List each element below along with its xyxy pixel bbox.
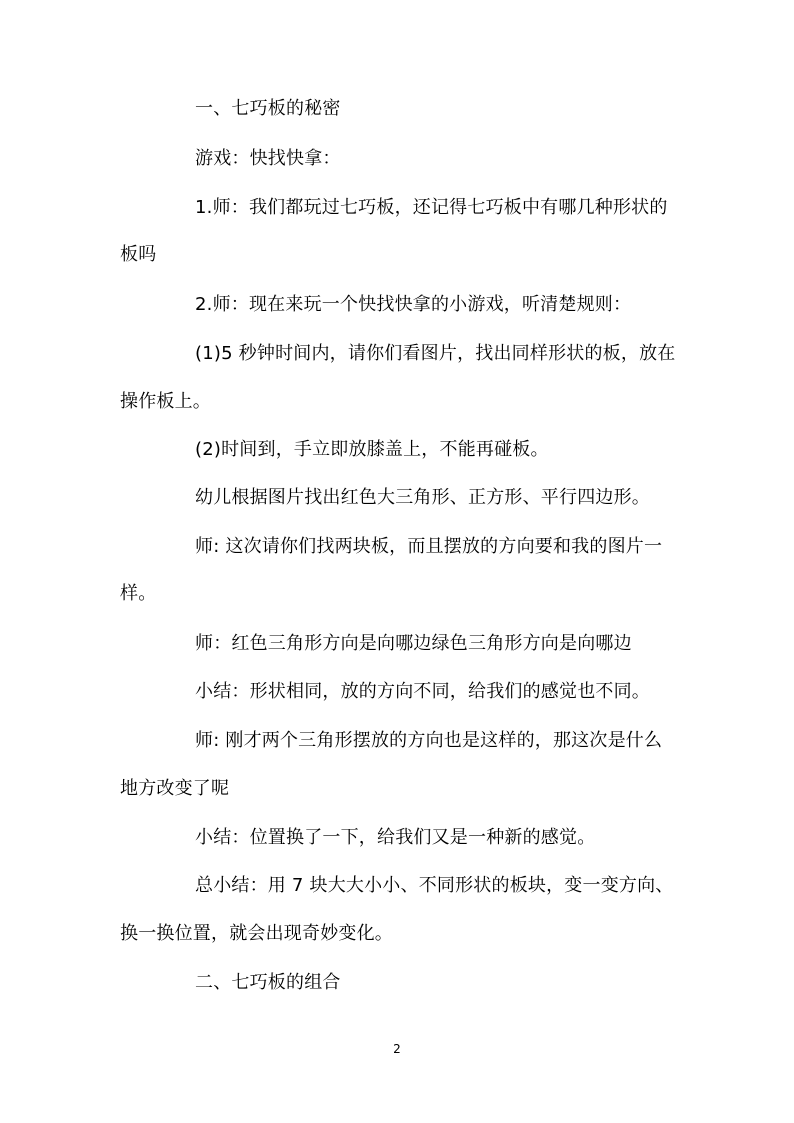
paragraph-line: 操作板上。: [120, 391, 211, 412]
paragraph-line: 小结：位置换了一下，给我们又是一种新的感觉。: [195, 827, 596, 848]
paragraph-line: (2)时间到，手立即放膝盖上，不能再碰板。: [195, 439, 549, 460]
paragraph-line: 地方改变了呢: [120, 778, 230, 799]
paragraph-line: 板吗: [120, 244, 157, 265]
paragraph-line: 游戏：快找快拿：: [195, 148, 341, 169]
section-heading-1: 一、七巧板的秘密: [195, 98, 341, 119]
paragraph-line: 师: 刚才两个三角形摆放的方向也是这样的，那这次是什么: [195, 730, 663, 751]
paragraph-line: 1.师：我们都玩过七巧板，还记得七巧板中有哪几种形状的: [195, 197, 668, 218]
paragraph-line: 样。: [120, 583, 157, 604]
paragraph-line: 小结：形状相同，放的方向不同，给我们的感觉也不同。: [195, 681, 650, 702]
paragraph-line: 换一换位置，就会出现奇妙变化。: [120, 923, 393, 944]
paragraph-line: 幼儿根据图片找出红色大三角形、正方形、平行四边形。: [195, 487, 650, 508]
section-heading-2: 二、七巧板的组合: [195, 972, 341, 993]
page-number: 2: [393, 1042, 401, 1056]
paragraph-line: 师：红色三角形方向是向哪边绿色三角形方向是向哪边: [195, 633, 632, 654]
paragraph-line: 师: 这次请你们找两块板，而且摆放的方向要和我的图片一: [195, 536, 663, 557]
paragraph-line: 2.师：现在来玩一个快找快拿的小游戏，听清楚规则：: [195, 294, 632, 315]
paragraph-line: 总小结：用 7 块大大小小、不同形状的板块，变一变方向、: [195, 875, 674, 896]
paragraph-line: (1)5 秒钟时间内，请你们看图片，找出同样形状的板，放在: [195, 343, 676, 364]
